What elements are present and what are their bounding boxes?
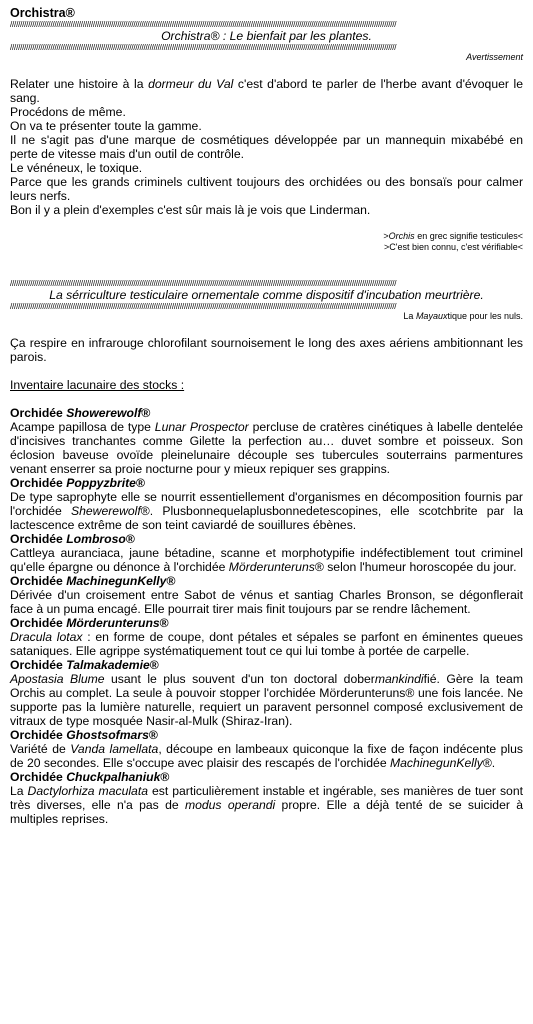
orchid-heading: Orchidée Mörderunteruns® [10, 616, 169, 630]
section-1-note: Avertissement [466, 52, 523, 62]
intro-line: Le vénéneux, le toxique. [10, 161, 143, 175]
section-2-paragraph: Ça respire en infrarouge chlorofilant sournoisement le long des axes aériens ambitionnant les parois. [10, 336, 523, 364]
footnote-2: >C'est bien connu, c'est vérifiable< [383, 242, 523, 252]
orchid-list [10, 406, 523, 826]
footnote-1: >Orchis en grec signifie testicules< [383, 231, 523, 241]
slash-divider: /////////////////////////////////////////////////////////////////////////////////////////////////////////////////////////////////////////////////////////////////////////////////////////////// [10, 43, 397, 52]
section-2-note: La Mayauxtique pour les nuls. [403, 311, 523, 321]
orchid-description: De type saprophyte elle se nourrit essentiellement d'organismes en décomposition fournis par l'orchidée Shewerewolf®. Plusbonnequelaplusbonnedetescopines, elle scotchbrite par la lactescence extrême de son teint caviardé de souillures ébènes. [10, 490, 523, 532]
orchid-heading: Orchidée Lombroso® [10, 532, 135, 546]
orchid-description: Dracula lotax : en forme de coupe, dont pétales et sépales se parfont en éminentes queues sataniques. Elle agrippe systématiquement tout ce qui lui tombe à portée de carpelle. [10, 630, 523, 658]
orchid-description: La Dactylorhiza maculata est particulièrement instable et ingérable, ses manières de tuer sont très diverses, elle n'a pas de modus operandi propre. Elle a déjà tenté de se suicider à multiples reprises. [10, 784, 523, 826]
section-1-subtitle: Orchistra® : Le bienfait par les plantes. [161, 29, 372, 43]
slash-divider: /////////////////////////////////////////////////////////////////////////////////////////////////////////////////////////////////////////////////////////////////////////////////////////////// [10, 302, 397, 311]
orchid-heading: Orchidée Poppyzbrite® [10, 476, 145, 490]
orchid-description: Apostasia Blume usant le plus souvent d'un ton doctoral dobermankindifié. Gère la team Orchis au complet. La seule à pouvoir stopper l'orchidée Mörderunteruns® une fois lancée. Ne supporte pas la lumière naturelle, requiert un paravent personnel composé exclusivement de vitraux de type mosquée Nasir-al-Mulk (Shiraz-Iran). [10, 672, 523, 728]
orchid-description: Acampe papillosa de type Lunar Prospector percluse de cratères cinétiques à labelle dentelée d'incisives tranchantes comme Gilette la perfection au… duvet sombre et poisseux. Son éclosion baveuse ovoïde pleinelunaire découple ses tubercules souterrains parmentures venant enserrer sa proie nocturne pour y mieux repiquer ses grappins. [10, 420, 523, 476]
orchid-description: Cattleya auranciaca, jaune bétadine, scanne et morphotypifie indéfectiblement tout criminel qu'elle épargne ou dénonce à l'orchidée Mörderunteruns® selon l'humeur horoscopée du jour. [10, 546, 523, 574]
slash-divider: /////////////////////////////////////////////////////////////////////////////////////////////////////////////////////////////////////////////////////////////////////////////////////////////// [10, 20, 397, 29]
orchid-heading: Orchidée Ghostsofmars® [10, 728, 158, 742]
orchid-description: Dérivée d'un croisement entre Sabot de vénus et santiag Charles Bronson, se dégonflerait face à un puma encagé. Elle pourrait tirer mais finit toujours par se rendre lâchement. [10, 588, 523, 616]
inventory-heading: Inventaire lacunaire des stocks : [10, 378, 185, 392]
intro-line: On va te présenter toute la gamme. [10, 119, 202, 133]
intro-paragraph: Relater une histoire à la dormeur du Val c'est d'abord te parler de l'herbe avant d'évoquer le sang. [10, 77, 524, 105]
document-title: Orchistra® [10, 6, 75, 20]
orchid-heading: Orchidée Chuckpalhaniuk® [10, 770, 170, 784]
slash-divider: /////////////////////////////////////////////////////////////////////////////////////////////////////////////////////////////////////////////////////////////////////////////////////////////// [10, 279, 397, 288]
intro-line: Procédons de même. [10, 105, 126, 119]
orchid-heading: Orchidée MachinegunKelly® [10, 574, 176, 588]
orchid-description: Variété de Vanda lamellata, découpe en lambeaux quiconque la fixe de façon indécente plus de 20 secondes. Elle s'occupe avec plaisir des rescapés de l'orchidée MachinegunKelly®. [10, 742, 524, 770]
orchid-heading: Orchidée Talmakademie® [10, 658, 159, 672]
intro-line: Parce que les grands criminels cultivent toujours des orchidées ou des bonsaïs pour calmer leurs nerfs. [10, 175, 523, 203]
intro-line: Bon il y a plein d'exemples c'est sûr mais là je vois que Linderman. [10, 203, 371, 217]
intro-line: Il ne s'agit pas d'une marque de cosmétiques développée par un mannequin mixabébé en perte de vitesse mais d'un outil de contrôle. [10, 133, 523, 161]
orchid-heading: Orchidée Showerewolf® [10, 406, 151, 420]
section-2-subtitle: La sérriculture testiculaire ornementale comme dispositif d'incubation meurtrière. [49, 288, 484, 302]
